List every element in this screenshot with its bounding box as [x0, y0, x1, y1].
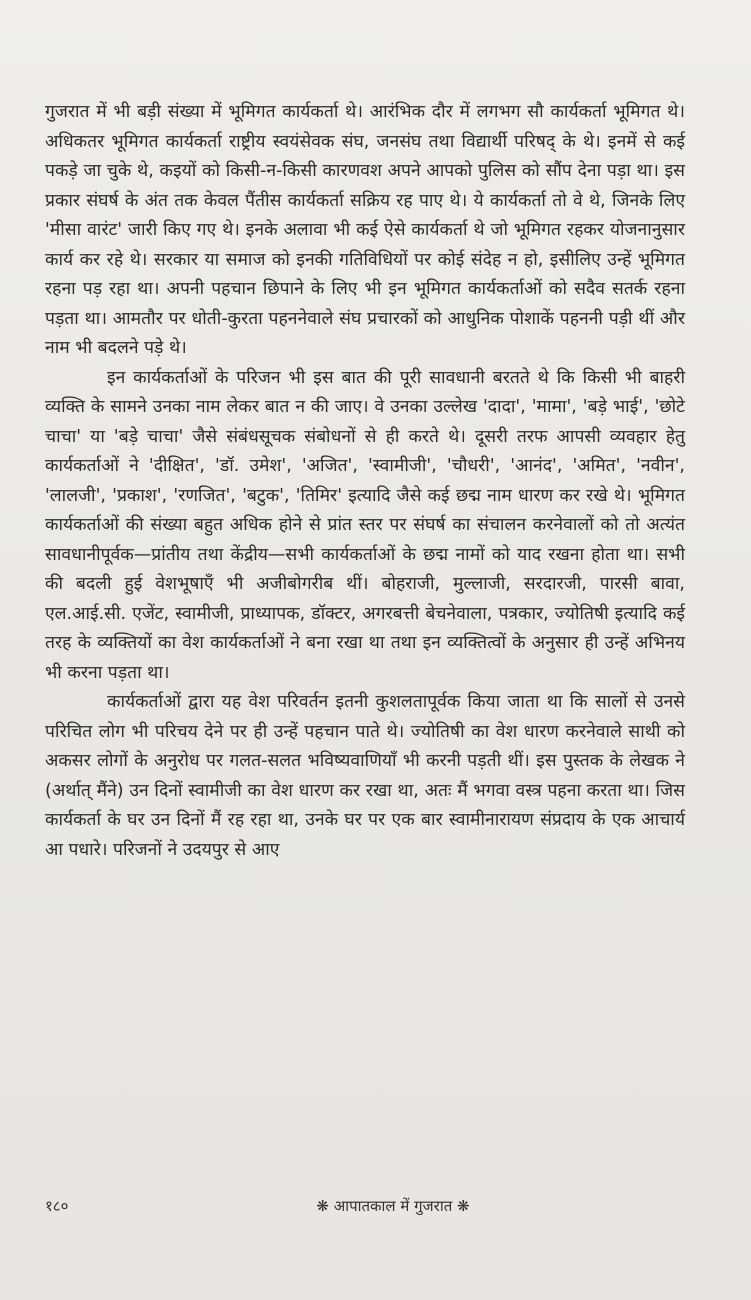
- paragraph-2: इन कार्यकर्ताओं के परिजन भी इस बात की पूरी सावधानी बरतते थे कि किसी भी बाहरी व्यक्ति के सामने उनका नाम लेकर बात न की जाए। वे उनका उल्लेख 'दादा', 'मामा', 'बड़े भाई', 'छोटे चाचा' या 'बड़े चाचा' जैसे संबंधसूचक संबोधनों से ही करते थे। दूसरी तरफ आपसी व्यवहार हेतु कार्यकर्ताओं ने 'दीक्षित', 'डॉ. उमेश', 'अजित', 'स्वामीजी', 'चौधरी', 'आनंद', 'अमित', 'नवीन', 'लालजी', 'प्रकाश', 'रणजित', 'बटुक', 'तिमिर' इत्यादि जैसे कई छद्म नाम धारण कर रखे थे। भूमिगत कार्यकर्ताओं की संख्या बहुत अधिक होने से प्रांत स्तर पर संघर्ष का संचालन करनेवालों को तो अत्यंत सावधानीपूर्वक—प्रांतीय तथा केंद्रीय—सभी कार्यकर्ताओं के छद्म नामों को याद रखना होता था। सभी की बदली हुई वेशभूषाएँ भी अजीबोगरीब थीं। बोहराजी, मुल्लाजी, सरदारजी, पारसी बावा, एल.आई.सी. एजेंट, स्वामीजी, प्राध्यापक, डॉक्टर, अगरबत्ती बेचनेवाला, पत्रकार, ज्योतिषी इत्यादि कई तरह के व्यक्तियों का वेश कार्यकर्ताओं ने बना रखा था तथा इन व्यक्तित्वों के अनुसार ही उन्हें अभिनय भी करना पड़ता था।: [45, 367, 685, 683]
- page-number: १८०: [45, 1197, 69, 1215]
- page-footer: [45, 1196, 685, 1220]
- running-title: ❋ आपातकाल में गुजरात ❋: [316, 1197, 470, 1215]
- body-text: [45, 98, 685, 865]
- paragraph-1: गुजरात में भी बड़ी संख्या में भूमिगत कार्यकर्ता थे। आरंभिक दौर में लगभग सौ कार्यकर्ता भूमिगत थे। अधिकतर भूमिगत कार्यकर्ता राष्ट्रीय स्वयंसेवक संघ, जनसंघ तथा विद्यार्थी परिषद् के थे। इनमें से कई पकड़े जा चुके थे, कइयों को किसी-न-किसी कारणवश अपने आपको पुलिस को सौंप देना पड़ा था। इस प्रकार संघर्ष के अंत तक केवल पैंतीस कार्यकर्ता सक्रिय रह पाए थे। ये कार्यकर्ता तो वे थे, जिनके लिए 'मीसा वारंट' जारी किए गए थे। इनके अलावा भी कई ऐसे कार्यकर्ता थे जो भूमिगत रहकर योजनानुसार कार्य कर रहे थे। सरकार या समाज को इनकी गतिविधियों पर कोई संदेह न हो, इसीलिए उन्हें भूमिगत रहना पड़ रहा था। अपनी पहचान छिपाने के लिए भी इन भूमिगत कार्यकर्ताओं को सदैव सतर्क रहना पड़ता था। आमतौर पर धोती-कुरता पहननेवाले संघ प्रचारकों को आधुनिक पोशाकें पहननी पड़ी थीं और नाम भी बदलने पड़े थे।: [45, 102, 685, 358]
- paragraph-3: कार्यकर्ताओं द्वारा यह वेश परिवर्तन इतनी कुशलतापूर्वक किया जाता था कि सालों से उनसे परिचित लोग भी परिचय देने पर ही उन्हें पहचान पाते थे। ज्योतिषी का वेश धारण करनेवाले साथी को अकसर लोगों के अनुरोध पर गलत-सलत भविष्यवाणियाँ भी करनी पड़ती थीं। इस पुस्तक के लेखक ने (अर्थात् मैंने) उन दिनों स्वामीजी का वेश धारण कर रखा था, अतः मैं भगवा वस्त्र पहना करता था। जिस कार्यकर्ता के घर उन दिनों मैं रह रहा था, उनके घर पर एक बार स्वामीनारायण संप्रदाय के एक आचार्य आ पधारे। परिजनों ने उदयपुर से आए: [45, 692, 685, 860]
